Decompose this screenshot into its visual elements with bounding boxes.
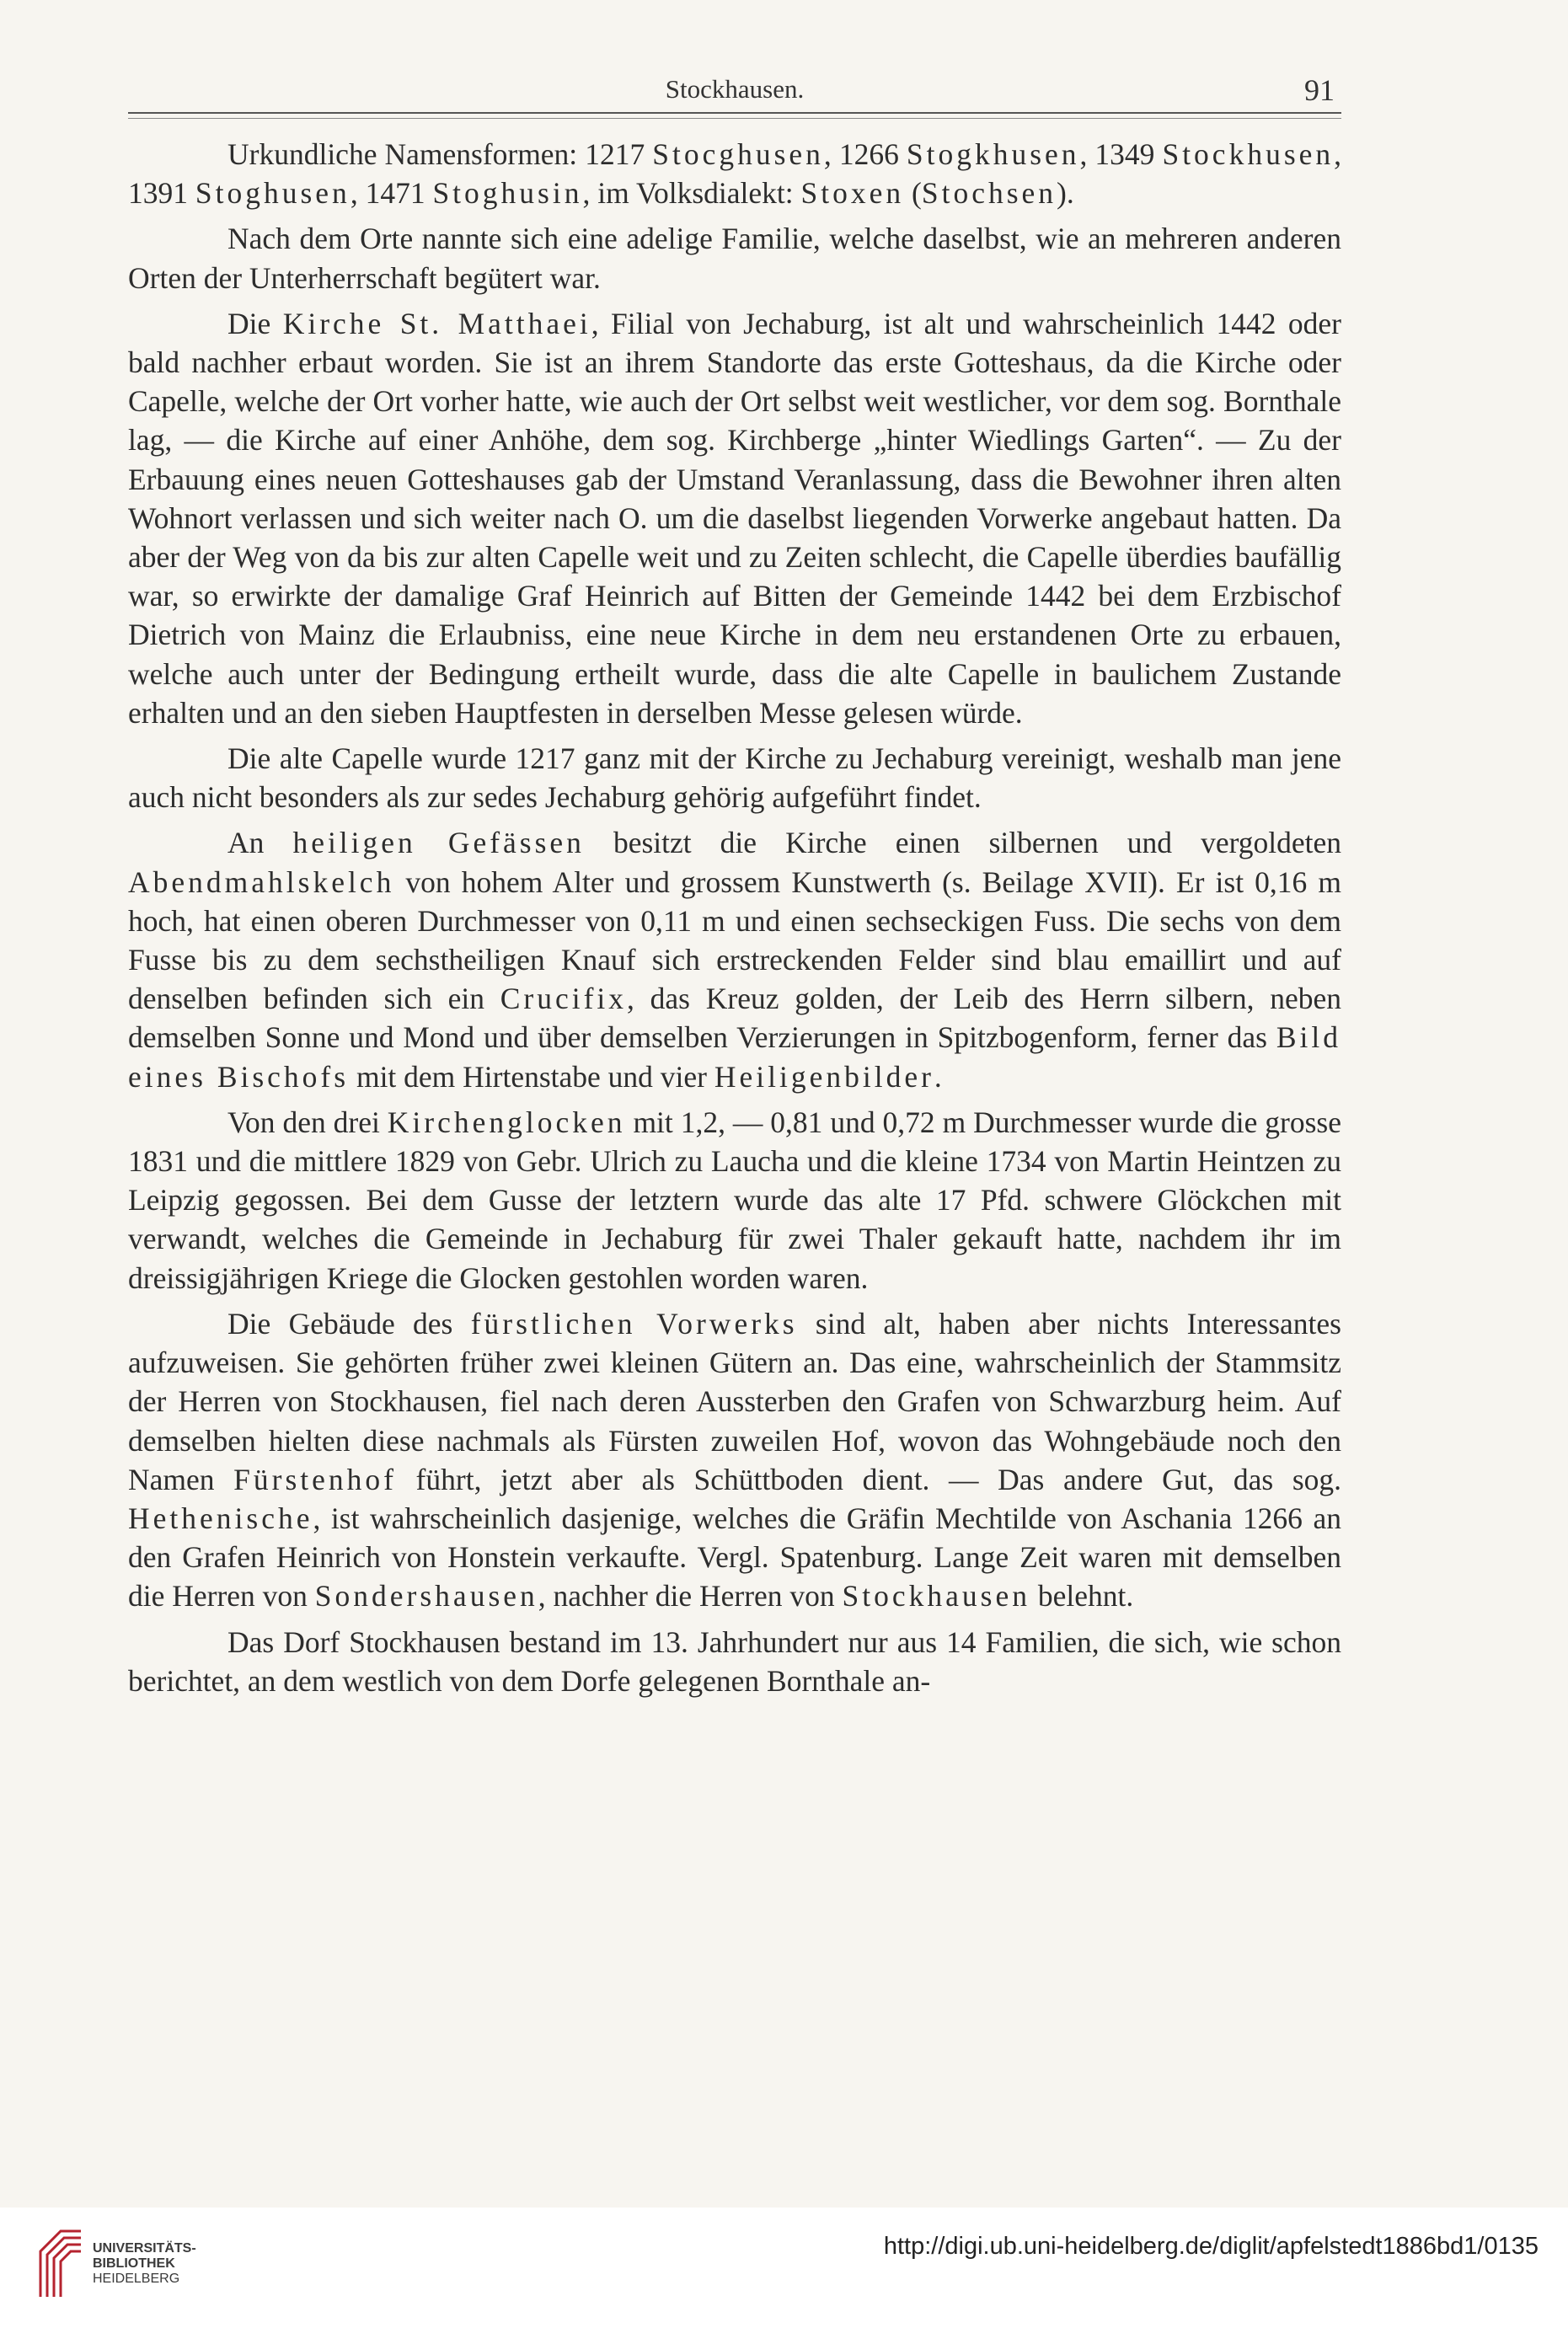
text-run: besitzt die Kirche einen silbernen und vergoldeten <box>584 826 1341 860</box>
text-run: , ist wahrscheinlich dasjenige, welches die Gräfin Mechtilde von Aschania 1266 an den Grafen Heinrich von Honstein verkaufte. Vergl. Spatenburg. Lange Zeit waren mit demselben die Herren von <box>128 1501 1341 1614</box>
spaced-text: Stocghusen <box>652 137 824 171</box>
spaced-text: Hethenische <box>128 1501 313 1535</box>
footer-bar <box>0 2208 1568 2328</box>
paragraph <box>128 739 1341 816</box>
text-run: Urkundliche Namensformen: 1217 <box>227 137 653 171</box>
library-name-line2: BIBLIOTHEK <box>93 2256 175 2271</box>
library-logo-icon <box>35 2226 84 2299</box>
text-run: , 1349 <box>1079 137 1163 171</box>
page-number: 91 <box>1304 73 1335 107</box>
text-run: Von den drei <box>227 1105 388 1139</box>
text-run: , 1471 <box>350 176 433 211</box>
body-text <box>128 135 1341 1700</box>
page-title: Stockhausen. <box>665 74 805 104</box>
text-run: , 1266 <box>823 137 907 171</box>
text-run: von hohem Alter und grossem Kunstwerth (s. Beilage XVII). Er ist 0,16 m hoch, hat einen oberen Durchmesser von 0,11 m und einen sechseckigen Fuss. Die sechs von dem Fusse bis zu dem sechstheiligen Knauf sich erstreckenden Felder sind blau emaillirt und auf denselben befinden sich ein <box>128 864 1341 1016</box>
spaced-text: Stockhausen <box>842 1579 1030 1614</box>
text-run: Das Dorf Stockhausen bestand im 13. Jahrhundert nur aus 14 Familien, die sich, wie schon berichtet, an dem westlich von dem Dorfe gelegenen Bornthale an- <box>128 1624 1341 1698</box>
text-run: Die alte Capelle wurde 1217 ganz mit der Kirche zu Jechaburg vereinigt, weshalb man jene auch nicht besonders als zur sedes Jechaburg gehörig aufgeführt findet. <box>128 741 1341 815</box>
paragraph <box>128 1103 1341 1298</box>
text-run: , im Volksdialekt: <box>582 176 801 211</box>
paragraph <box>128 1304 1341 1616</box>
source-url[interactable]: http://digi.ub.uni-heidelberg.de/diglit/apfelstedt1886bd1/0135 <box>883 2233 1539 2260</box>
text-run: , 1391 <box>128 137 1342 211</box>
paragraph <box>128 304 1341 732</box>
paragraph <box>128 135 1341 212</box>
spaced-text: heiligen Gefässen <box>292 826 585 860</box>
text-run: , Filial von Jechaburg, ist alt und wahrscheinlich 1442 oder bald nachher erbaut worden. Sie ist an ihrem Standorte das erste Gotteshaus, da die Kirche oder Capelle, welche der Ort vorher hatte, wie auch der Ort selbst weit westlicher, vor dem sog. Bornthale lag, — die Kirche auf einer Anhöhe, dem sog. Kirchberge „hinter Wiedlings Garten“. — Zu der Erbauung eines neuen Gotteshauses gab der Umstand Veranlassung, dass die Bewohner ihren alten Wohnort verlassen und sich weiter nach O. um die daselbst liegenden Vorwerke angebaut hatten. Da aber der Weg von da bis zur alten Capelle weit und zu Zeiten schlecht, die Capelle überdies baufällig war, so erwirkte der damalige Graf Heinrich auf Bitten der Gemeinde 1442 bei dem Erzbischof Dietrich von Mainz die Erlaubniss, eine neue Kirche in dem neu erstandenen Orte zu erbauen, welche auch unter der Bedingung ertheilt wurde, dass die alte Capelle in baulichem Zustande erhalten und an den sieben Hauptfesten in derselben Messe gelesen würde. <box>128 306 1341 730</box>
spaced-text: Bild eines Bischofs <box>128 1020 1341 1094</box>
text-run: Die <box>227 306 283 340</box>
spaced-text: Kirche St. Matthaei <box>282 306 591 340</box>
spaced-text: Fürstenhof <box>233 1462 397 1496</box>
header-rule-thin <box>128 118 1341 119</box>
spaced-text: Stochsen <box>921 176 1057 211</box>
text-run: ( <box>904 176 922 211</box>
text-run: sind alt, haben aber nichts Interessantes aufzuweisen. Sie gehörten früher zwei kleinen Gütern an. Das eine, wahrscheinlich der Stammsitz der Herren von Stockhausen, fiel nach deren Aussterben den Grafen von Schwarzburg heim. Auf demselben hielten diese nachmals als Fürsten zuweilen Hof, wovon das Wohngebäude noch den Namen <box>128 1306 1341 1496</box>
text-run: führt, jetzt aber als Schüttboden dient. — Das andere Gut, das sog. <box>396 1462 1342 1496</box>
library-name-line1: UNIVERSITÄTS- <box>93 2241 196 2256</box>
library-name <box>93 2241 196 2287</box>
paragraph <box>128 219 1341 297</box>
spaced-text: Sondershausen <box>314 1579 538 1614</box>
paragraph <box>128 823 1341 1095</box>
spaced-text: Abendmahlskelch <box>128 864 395 899</box>
spaced-text: Stockhusen <box>1162 137 1335 171</box>
spaced-text: Stoghusin <box>432 176 583 211</box>
text-run: belehnt. <box>1030 1579 1134 1614</box>
spaced-text: Stoxen <box>800 176 905 211</box>
header-rule <box>128 112 1341 114</box>
text-run: mit dem Hirtenstabe und vier <box>349 1059 714 1094</box>
spaced-text: Stoghusen <box>195 176 351 211</box>
paragraph <box>128 1623 1341 1700</box>
text-run: , nachher die Herren von <box>538 1579 843 1614</box>
spaced-text: fürstlichen Vorwerks <box>470 1306 798 1341</box>
spaced-text: Kirchenglocken <box>387 1105 626 1139</box>
text-run: Die Gebäude des <box>227 1306 471 1341</box>
text-run: Nach dem Orte nannte sich eine adelige Familie, welche daselbst, wie an mehreren anderen Orten der Unterherrschaft begütert war. <box>128 222 1341 295</box>
text-run: ). <box>1057 176 1074 211</box>
text-run: mit 1,2, — 0,81 und 0,72 m Durchmesser wurde die grosse 1831 und die mittlere 1829 von Gebr. Ulrich zu Laucha und die kleine 1734 von Martin Heintzen zu Leipzig gegossen. Bei dem Gusse der letztern wurde das alte 17 Pfd. schwere Glöckchen mit verwandt, welches die Gemeinde in Jechaburg für zwei Thaler gekauft hatte, nachdem ihr im dreissigjährigen Kriege die Glocken gestohlen worden waren. <box>128 1105 1341 1295</box>
running-header <box>128 74 1341 116</box>
spaced-text: Crucifix <box>500 982 628 1016</box>
text-run: . <box>934 1059 942 1094</box>
spaced-text: Stogkhusen <box>906 137 1080 171</box>
spaced-text: Heiligenbilder <box>714 1059 934 1094</box>
text-run: An <box>227 826 293 860</box>
text-run: , das Kreuz golden, der Leib des Herrn silbern, neben demselben Sonne und Mond und über demselben Verzierungen in Spitzbogenform, ferner das <box>128 982 1342 1055</box>
library-name-line3: HEIDELBERG <box>93 2272 180 2286</box>
